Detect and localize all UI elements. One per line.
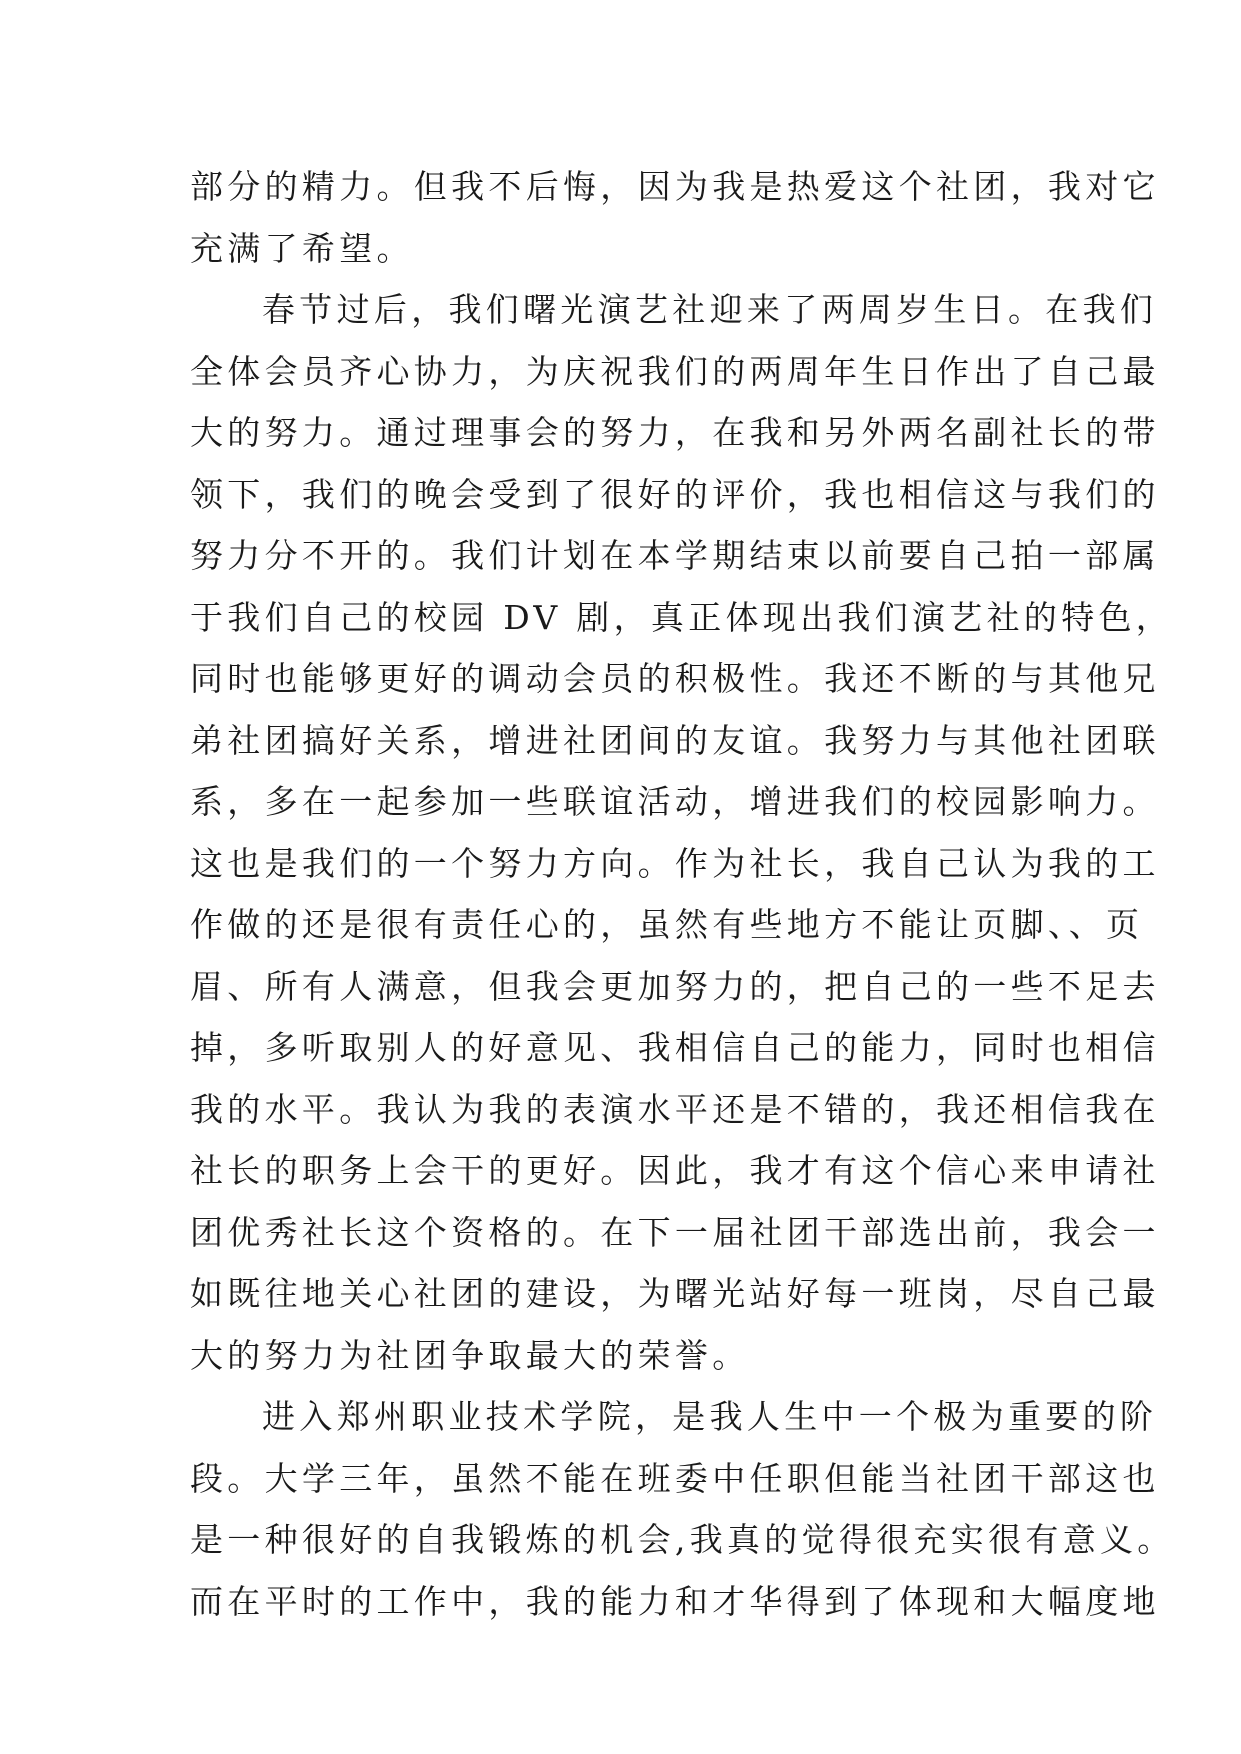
text-line: 大的努力为社团争取最大的荣誉。: [190, 1335, 750, 1375]
text-line: 这也是我们的一个努力方向。作为社长，我自己认为我的工: [190, 843, 1160, 883]
text-line: 掉，多听取别人的好意见、我相信自己的能力，同时也相信: [190, 1028, 1160, 1067]
text-line: 弟社团搞好关系，增进社团间的友谊。我努力与其他社团联: [190, 720, 1160, 760]
text-line: 我的水平。我认为我的表演水平还是不错的，我还相信我在: [190, 1089, 1160, 1129]
text-line: 社长的职务上会干的更好。因此，我才有这个信心来申请社: [190, 1151, 1160, 1190]
text-line: 部分的精力。但我不后悔，因为我是热爱这个社团，我对它: [190, 167, 1160, 206]
text-line: 春节过后，我们曙光演艺社迎来了两周岁生日。在我们: [262, 290, 1158, 329]
text-line: 作做的还是很有责任心的，虽然有些地方不能让页脚、、页: [190, 905, 1144, 944]
text-line: 于我们自己的校园 DV 剧，真正体现出我们演艺社的特色，: [190, 597, 1174, 637]
text-line: 而在平时的工作中，我的能力和才华得到了体现和大幅度地: [190, 1581, 1160, 1621]
text-line: 同时也能够更好的调动会员的积极性。我还不断的与其他兄: [190, 659, 1160, 698]
text-line: 努力分不开的。我们计划在本学期结束以前要自己拍一部属: [190, 536, 1160, 575]
text-line: 进入郑州职业技术学院，是我人生中一个极为重要的阶: [262, 1397, 1158, 1436]
text-line: 眉、所有人满意，但我会更加努力的，把自己的一些不足去: [190, 966, 1160, 1006]
text-line: 领下，我们的晚会受到了很好的评价，我也相信这与我们的: [190, 474, 1160, 514]
text-line: 系，多在一起参加一些联谊活动，增进我们的校园影响力。: [190, 782, 1160, 821]
text-line: 大的努力。通过理事会的努力，在我和另外两名副社长的带: [190, 413, 1160, 452]
text-line: 全体会员齐心协力，为庆祝我们的两周年生日作出了自己最: [190, 351, 1160, 391]
text-line: 如既往地关心社团的建设，为曙光站好每一班岗，尽自己最: [190, 1274, 1160, 1313]
body-text: [190, 156, 1175, 1632]
text-line: 段。大学三年，虽然不能在班委中任职但能当社团干部这也: [190, 1458, 1160, 1498]
text-line: 团优秀社长这个资格的。在下一届社团干部选出前，我会一: [190, 1212, 1160, 1252]
text-line: 充满了希望。: [190, 228, 414, 268]
text-line: 是一种很好的自我锻炼的机会,我真的觉得很充实很有意义。: [190, 1520, 1175, 1559]
